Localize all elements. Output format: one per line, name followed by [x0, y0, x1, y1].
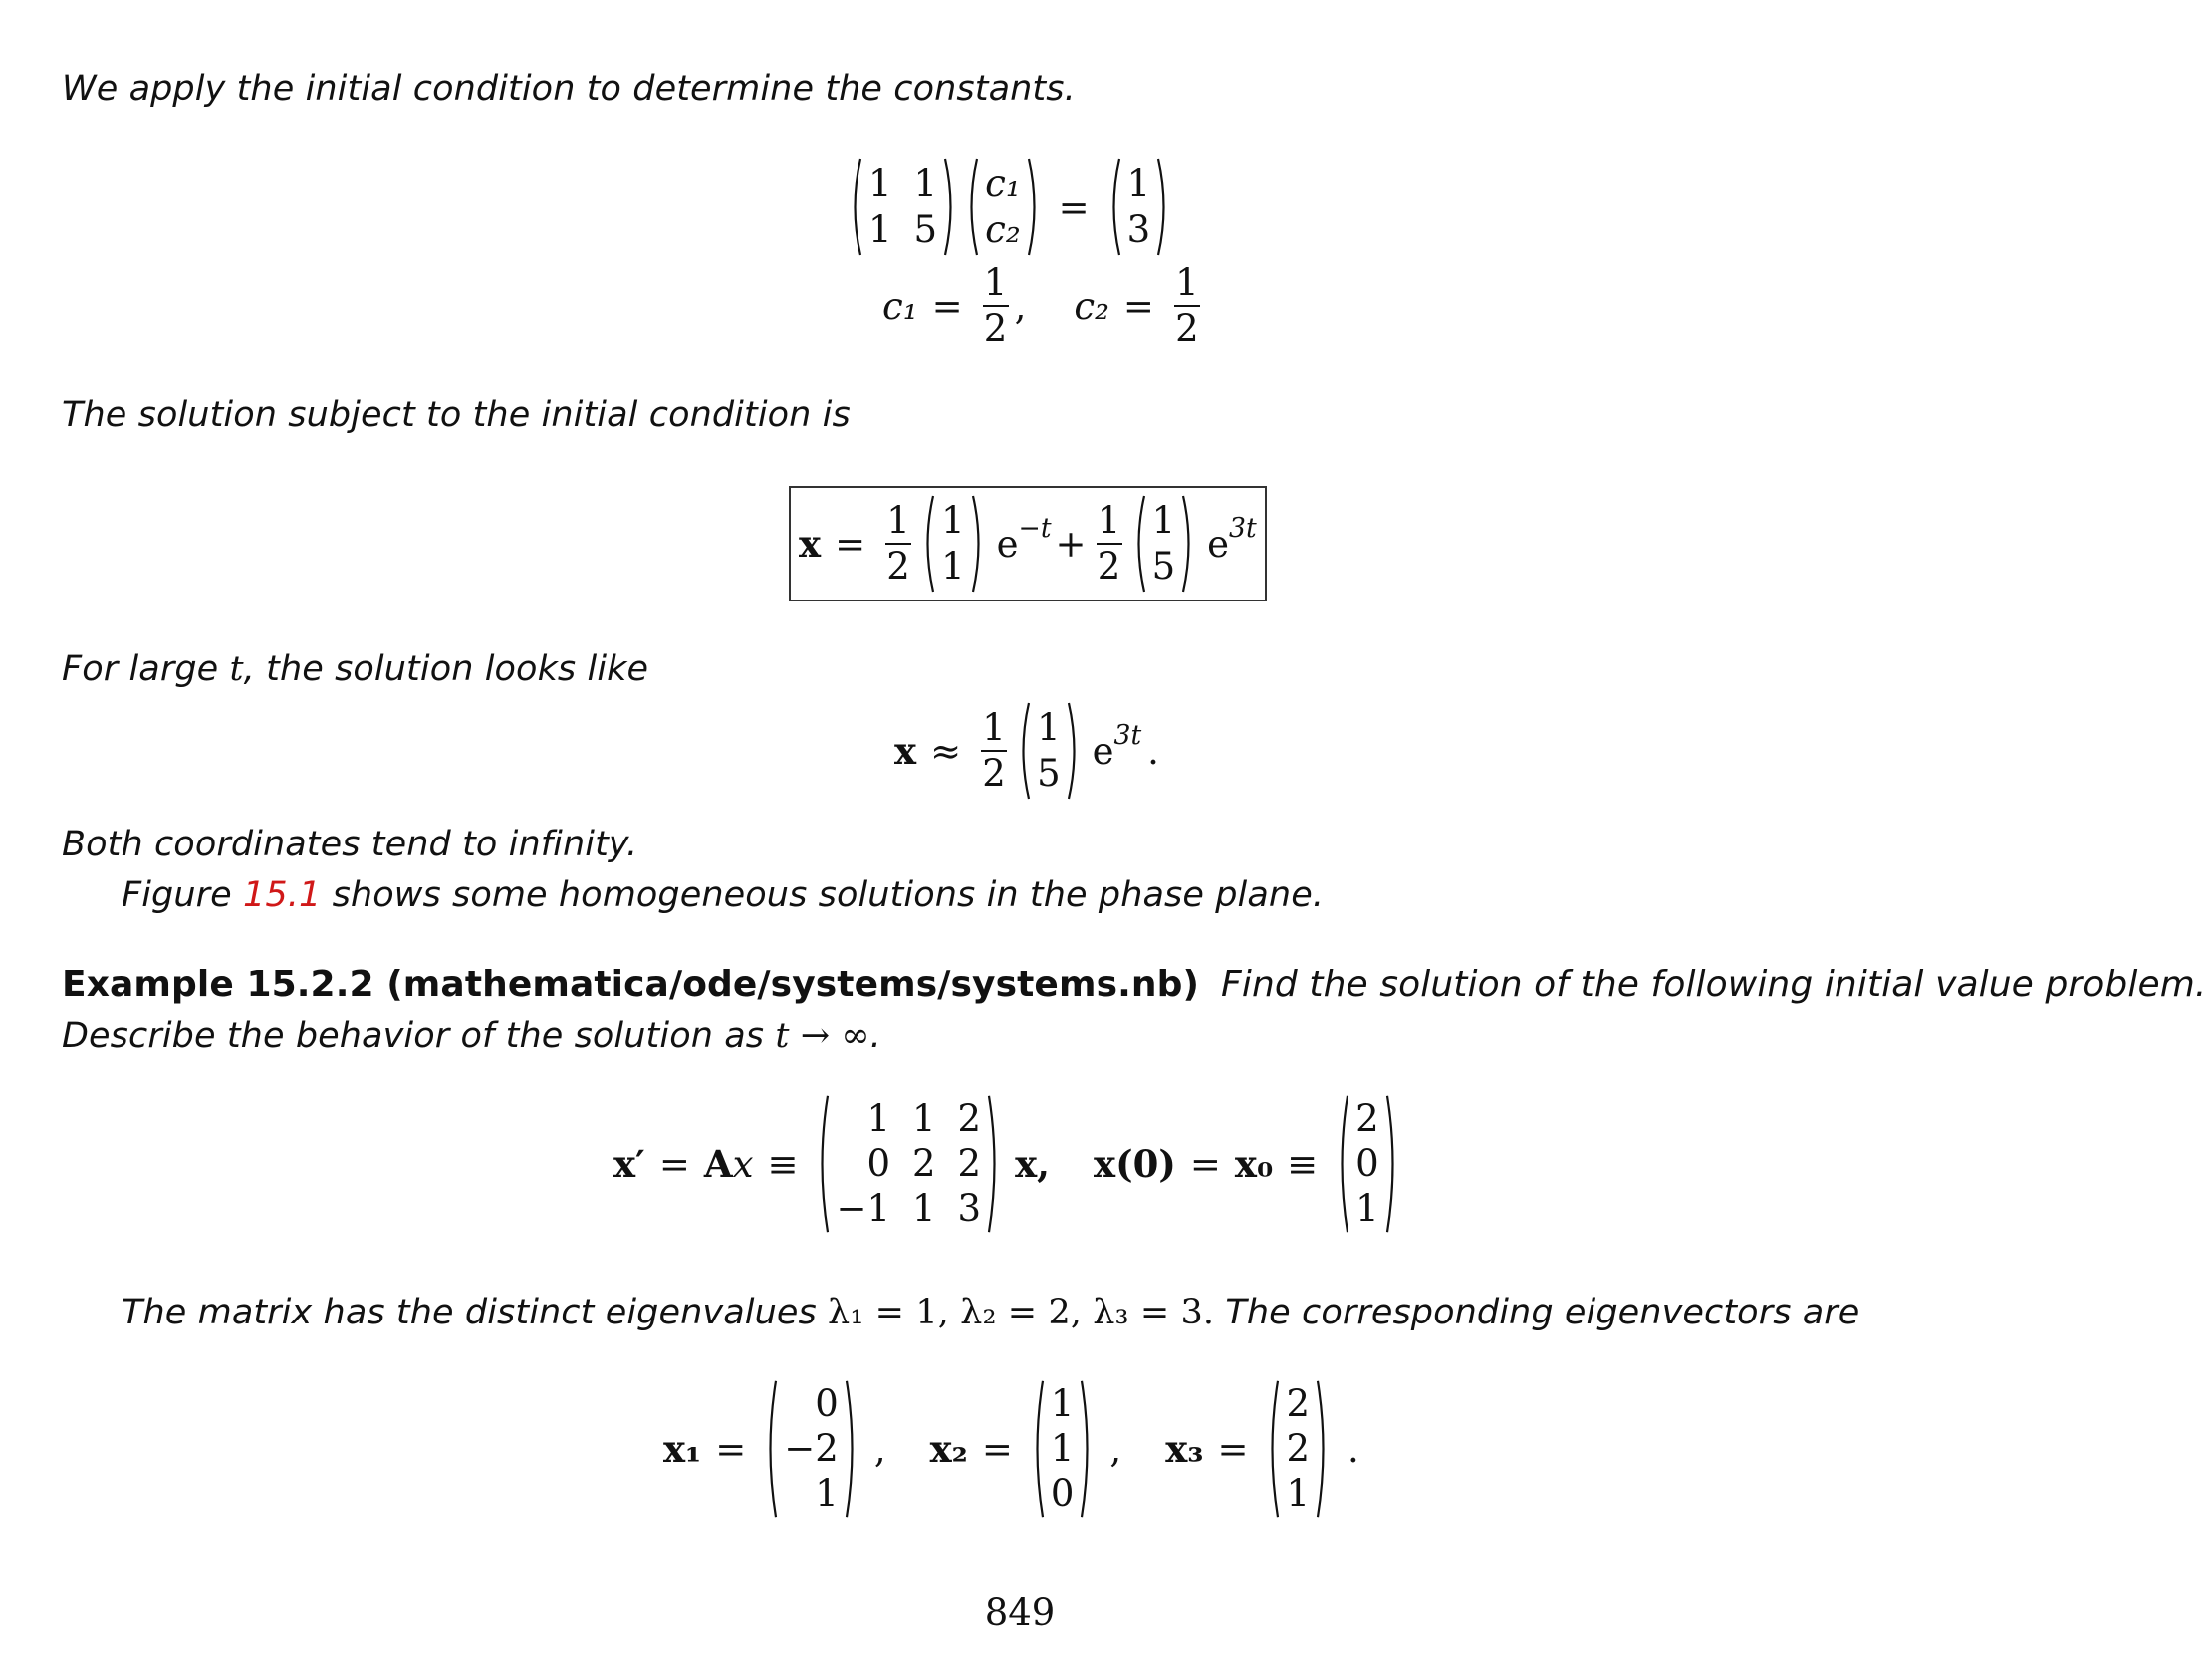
figure-link[interactable]: 15.1	[243, 875, 322, 915]
equation-eigenvectors	[663, 1378, 1359, 1520]
exponential-2	[1207, 512, 1257, 566]
rhs-vector	[1106, 157, 1172, 257]
fraction-denominator: 2	[886, 545, 910, 588]
vector-cell: c₁	[985, 161, 1021, 205]
matrix-cell: 2	[957, 1142, 982, 1185]
exp-base: e	[996, 522, 1019, 566]
variable-t: t	[775, 1016, 790, 1056]
fraction-half	[885, 501, 911, 587]
matrix-3x3	[815, 1093, 1002, 1235]
vector-cell: −2	[784, 1427, 839, 1470]
matrix-cell: 1	[913, 161, 938, 205]
vector-cell: 1	[1151, 498, 1176, 542]
matrix-cell: 1	[912, 1187, 936, 1230]
exp-base: e	[1092, 729, 1114, 773]
example-heading-line	[62, 963, 2206, 1007]
eigenvalues-list: λ₁ = 1, λ₂ = 2, λ₃ = 3.	[828, 1293, 1215, 1332]
x-prime-symbol: x′	[613, 1142, 645, 1186]
fraction-denominator: 2	[983, 307, 1008, 350]
vector-cell: 1	[1355, 1187, 1379, 1230]
right-paren-icon	[1181, 494, 1196, 594]
example-heading: Example 15.2.2 (mathematica/ode/systems/systems.nb)	[62, 964, 1200, 1005]
para-both-coords	[62, 823, 637, 866]
vector-v2	[1131, 494, 1197, 594]
fraction-denominator: 2	[982, 752, 1006, 795]
equiv-sign: ≡	[1287, 1142, 1319, 1186]
left-paren-icon	[1016, 701, 1031, 801]
left-paren-icon	[1030, 1378, 1045, 1520]
para-figure	[122, 873, 1324, 917]
matrix-cell: 1	[868, 161, 892, 205]
matrix-cell: 5	[913, 208, 938, 252]
vector-cell: 1	[1050, 1427, 1075, 1470]
eigen-sentence-post: The corresponding eigenvectors are	[1214, 1293, 1860, 1332]
matrix-cell: 2	[957, 1097, 982, 1140]
eigen-sentence-pre: The matrix has the distinct eigenvalues	[122, 1293, 829, 1332]
vector-cell: 1	[941, 498, 965, 542]
matrix-cell: 2	[912, 1142, 936, 1185]
fraction-numerator: 1	[886, 499, 910, 542]
equals-sign: =	[715, 1427, 747, 1471]
exp-power: 3t	[1113, 719, 1142, 751]
vector-cell: 1	[1126, 161, 1151, 205]
plus-sign: +	[1055, 522, 1087, 566]
vector-cell: 1	[941, 545, 965, 589]
equals-sign: =	[1122, 284, 1154, 328]
right-paren-icon	[845, 1378, 859, 1520]
equation-constants-system	[845, 157, 1174, 257]
example-describe-post: .	[869, 1016, 881, 1056]
fraction-denominator: 2	[1175, 307, 1199, 350]
fraction-numerator: 1	[1097, 499, 1121, 542]
example-describe-pre: Describe the behavior of the solution as	[62, 1016, 776, 1056]
vector-cell: 3	[1126, 208, 1151, 252]
exponential	[1092, 719, 1142, 773]
para-both-coords-text: Both coordinates tend to infinity.	[62, 825, 638, 864]
matrix-cell: −1	[836, 1187, 890, 1230]
comma: ,	[873, 1427, 886, 1471]
left-paren-icon	[920, 494, 935, 594]
left-paren-icon	[1265, 1378, 1280, 1520]
vector-cell: 1	[1037, 705, 1061, 749]
x1-symbol: x₁	[663, 1427, 702, 1471]
matrix-2x2	[848, 157, 958, 257]
fraction-half	[981, 708, 1007, 794]
right-paren-icon	[1385, 1093, 1400, 1235]
equals-sign: =	[658, 1142, 690, 1186]
x0-lhs: x(0)	[1094, 1142, 1176, 1186]
equals-sign: =	[1217, 1427, 1249, 1471]
fraction-denominator: 2	[1097, 545, 1121, 588]
eigenvector-3	[1265, 1378, 1331, 1520]
right-paren-icon	[1067, 701, 1082, 801]
x2-symbol: x₂	[929, 1427, 968, 1471]
vector-cell: 0	[1355, 1142, 1379, 1185]
boxed-solution	[789, 486, 1267, 601]
matrix-cell: 1	[912, 1097, 936, 1140]
vector-cell: 2	[1286, 1427, 1311, 1470]
x0-vector	[1335, 1093, 1400, 1235]
para-apply-initial	[62, 67, 1076, 111]
vector-cell: 1	[1050, 1382, 1075, 1425]
equation-large-t	[894, 701, 1159, 801]
vector-cell: 2	[1355, 1097, 1379, 1140]
c2-label: c₂	[1074, 284, 1109, 328]
vector-cell: 1	[815, 1472, 839, 1515]
para-large-t-pre: For large	[62, 649, 230, 689]
vector-cell: c₂	[985, 208, 1021, 252]
para-figure-post: shows some homogeneous solutions in the phase plane.	[321, 875, 1325, 915]
page-number: 849	[984, 1591, 1056, 1634]
example-statement: Find the solution of the following initial value problem.	[1221, 964, 2206, 1005]
equals-sign: =	[835, 522, 866, 566]
fraction-c2	[1174, 263, 1200, 349]
equation-system	[613, 1093, 1403, 1235]
x-vector-symbol: x	[799, 522, 822, 566]
matrix-cell: 3	[957, 1187, 982, 1230]
vector-v1	[920, 494, 986, 594]
matrix-A-symbol: A	[703, 1142, 733, 1186]
eigenvector-1	[763, 1378, 859, 1520]
variable-t: t	[229, 649, 244, 689]
comma: ,	[1014, 284, 1027, 328]
left-paren-icon	[1335, 1093, 1349, 1235]
right-paren-icon	[987, 1093, 1002, 1235]
vector-cell: 5	[1037, 752, 1061, 796]
para-solution-subject-text: The solution subject to the initial condition is	[62, 395, 851, 435]
period: .	[1348, 1427, 1359, 1471]
example-describe-line	[62, 1014, 881, 1058]
exp-power: −t	[1018, 512, 1052, 544]
vector-v	[1016, 701, 1082, 801]
unknowns-vector	[964, 157, 1042, 257]
right-paren-icon	[1027, 157, 1042, 257]
fraction-numerator: 1	[983, 261, 1008, 304]
left-paren-icon	[1106, 157, 1121, 257]
vector-cell: 0	[1050, 1472, 1075, 1515]
equals-sign: =	[1058, 185, 1090, 229]
para-apply-initial-text: We apply the initial condition to determine the constants.	[62, 69, 1076, 109]
para-figure-pre: Figure	[122, 875, 244, 915]
right-paren-icon	[1080, 1378, 1095, 1520]
equation-constants-values	[882, 263, 1206, 349]
x-vector-symbol: x	[894, 729, 917, 773]
vector-cell: 1	[1286, 1472, 1311, 1515]
vector-cell: 5	[1151, 545, 1176, 589]
para-solution-subject	[62, 393, 851, 437]
left-paren-icon	[763, 1378, 778, 1520]
equals-sign: =	[1189, 1142, 1221, 1186]
approx-sign: ≈	[930, 729, 962, 773]
vector-cell: 0	[815, 1382, 839, 1425]
x0-symbol: x₀	[1234, 1142, 1274, 1186]
x-comma: x,	[1015, 1142, 1051, 1186]
matrix-cell: 1	[866, 1097, 890, 1140]
left-paren-icon	[1131, 494, 1146, 594]
left-paren-icon	[815, 1093, 830, 1235]
eigenvector-2	[1030, 1378, 1096, 1520]
exp-power: 3t	[1229, 512, 1257, 544]
matrix-cell: 0	[866, 1142, 890, 1185]
right-paren-icon	[1156, 157, 1171, 257]
right-paren-icon	[943, 157, 958, 257]
exponential-1	[996, 512, 1052, 566]
equals-sign: =	[931, 284, 963, 328]
equiv-sign: ≡	[767, 1142, 799, 1186]
left-paren-icon	[964, 157, 979, 257]
para-eigenvalues	[122, 1291, 1859, 1334]
fraction-numerator: 1	[1175, 261, 1199, 304]
para-large-t	[62, 647, 648, 691]
x3-symbol: x₃	[1165, 1427, 1204, 1471]
fraction-c1	[983, 263, 1009, 349]
equals-sign: =	[981, 1427, 1013, 1471]
fraction-numerator: 1	[982, 706, 1006, 749]
right-paren-icon	[971, 494, 986, 594]
exp-base: e	[1207, 522, 1230, 566]
vector-cell: 2	[1286, 1382, 1311, 1425]
period: .	[1147, 729, 1159, 773]
limit-arrow: → ∞	[789, 1016, 870, 1056]
right-paren-icon	[1316, 1378, 1331, 1520]
c1-label: c₁	[882, 284, 918, 328]
matrix-cell: 1	[868, 208, 892, 252]
para-large-t-post: , the solution looks like	[243, 649, 649, 689]
comma: ,	[1109, 1427, 1122, 1471]
fraction-half	[1097, 501, 1122, 587]
x-italic-symbol: x	[732, 1142, 754, 1186]
left-paren-icon	[848, 157, 862, 257]
